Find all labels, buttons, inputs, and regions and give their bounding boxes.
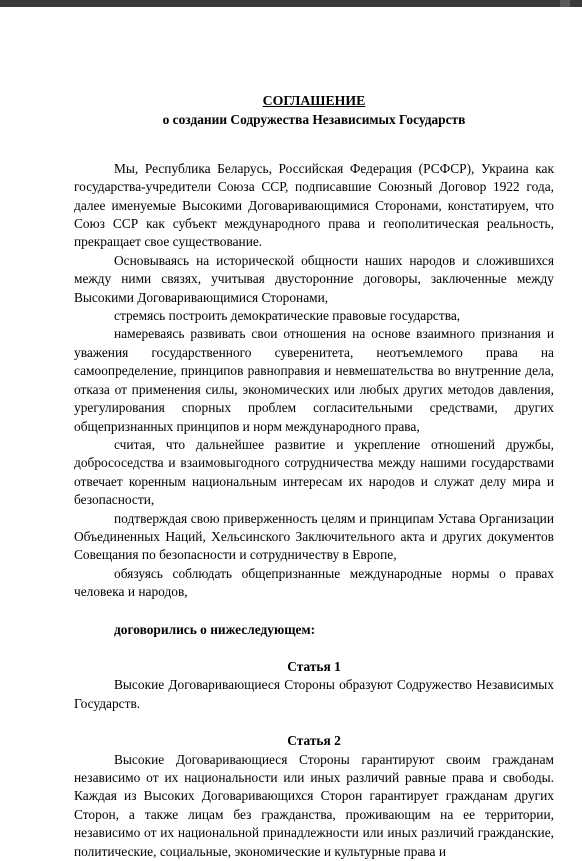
preamble-paragraph: Основываясь на исторической общности наших народов и сложившихся между ними связях, учитывая двусторонние договоры, заключенные между Высокими Договаривающимися Сторонами, [74,252,554,305]
preamble-paragraph: подтверждая свою приверженность целям и принципам Устава Организации Объединенных Наций, Хельсинского Заключительного акта и других документов Совещания по безопасности и сотрудничеству в Европе, [74,510,554,563]
preamble-paragraph: обязуясь соблюдать общепризнанные международные нормы о правах человека и народов, [74,565,554,600]
preamble-paragraph: намереваясь развивать свои отношения на основе взаимного признания и уважения государственного суверенитета, неотъемлемого права на самоопределение, принципов равноправия и невмешательства во внутренние дела, отказа от применения силы, экономических или любых других методов давления, урегулирования спорных проблем согласительными средствами, других общепризнанных принципов и норм международного права, [74,326,554,434]
document-subtitle: о создании Содружества Независимых Государств [162,112,466,128]
document-title: СОГЛАШЕНИЕ [262,93,366,108]
article-text: Высокие Договаривающиеся Стороны образуют Содружество Независимых Государств. [74,677,554,711]
window-control-icon[interactable] [560,0,570,7]
viewer-toolbar [0,0,582,7]
article-heading: Статья 2 [287,733,341,749]
preamble-paragraph: стремясь построить демократические правовые государства, [114,308,461,324]
article-heading: Статья 1 [287,658,341,674]
agreement-clause: договорились о нижеследующем: [114,621,316,637]
article-text: Высокие Договаривающиеся Стороны гарантируют своим гражданам независимо от их национальности или иных различий равные права и свободы. Каждая из Высоких Договаривающихся Сторон гарантирует гражданам других Сторон, а также лицам без гражданства, проживающим на ее территории, независимо от их национальной принадлежности или иных различий гражданские, политические, социальные, экономические и культурные права и [74,751,554,859]
preamble-paragraph: считая, что дальнейшее развитие и укрепление отношений дружбы, добрососедства и взаимовыгодного сотрудничества между нашими государствами отвечает коренным национальным интересам их народов и служат делу мира и безопасности, [74,436,554,508]
preamble-paragraph: Мы, Республика Беларусь, Российская Федерация (РСФСР), Украина как государства-учредители Союза ССР, подписавшие Союзный Договор 1922 года, далее именуемые Высокими Договаривающимися Сторонами, констатируем, что Союз ССР как субъект международного права и геополитическая реальность, прекращает свое существование. [74,160,554,250]
document-page [74,88,554,861]
